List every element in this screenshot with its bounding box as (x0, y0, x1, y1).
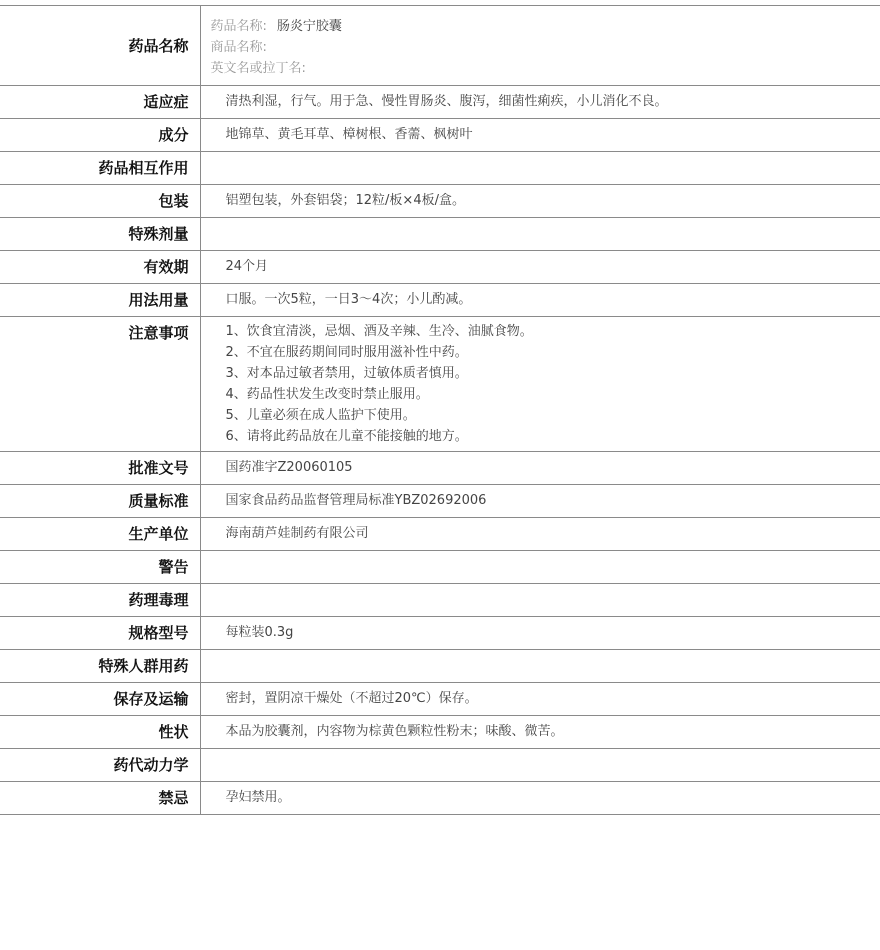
row-label: 批准文号 (0, 452, 200, 485)
row-value: 海南葫芦娃制药有限公司 (200, 518, 880, 551)
table-row (0, 782, 880, 815)
row-value: 密封，置阴凉干燥处（不超过20℃）保存。 (200, 683, 880, 716)
table-row-notes (0, 317, 880, 452)
row-value (200, 551, 880, 584)
table-row (0, 251, 880, 284)
table-row (0, 650, 880, 683)
row-label: 药代动力学 (0, 749, 200, 782)
row-value: 24个月 (200, 251, 880, 284)
row-value: 地锦草、黄毛耳草、樟树根、香薷、枫树叶 (200, 119, 880, 152)
row-value: 本品为胶囊剂，内容物为棕黄色颗粒性粉末；味酸、微苦。 (200, 716, 880, 749)
note-item: 4、药品性状发生改变时禁止服用。 (225, 387, 429, 402)
table-row (0, 551, 880, 584)
name-line: 英文名或拉丁名: (210, 61, 306, 76)
table-row (0, 185, 880, 218)
row-value: 铝塑包装，外套铝袋；12粒/板×4板/盒。 (200, 185, 880, 218)
table-row (0, 749, 880, 782)
row-label: 质量标准 (0, 485, 200, 518)
row-label: 用法用量 (0, 284, 200, 317)
table-row (0, 485, 880, 518)
table-row (0, 218, 880, 251)
table-row (0, 119, 880, 152)
row-label: 注意事项 (0, 317, 200, 452)
row-label: 药品名称 (0, 6, 200, 86)
row-label: 规格型号 (0, 617, 200, 650)
row-label: 有效期 (0, 251, 200, 284)
row-label: 成分 (0, 119, 200, 152)
row-label: 特殊剂量 (0, 218, 200, 251)
note-item: 5、儿童必须在成人监护下使用。 (225, 408, 416, 423)
row-value: 国药准字Z20060105 (200, 452, 880, 485)
name-line: 药品名称: 肠炎宁胶囊 (210, 19, 342, 34)
table-row (0, 584, 880, 617)
table-row (0, 617, 880, 650)
row-label: 禁忌 (0, 782, 200, 815)
row-value: 口服。一次5粒，一日3～4次；小儿酌减。 (200, 284, 880, 317)
table-row (0, 518, 880, 551)
note-item: 2、不宜在服药期间同时服用滋补性中药。 (225, 345, 468, 360)
row-label: 特殊人群用药 (0, 650, 200, 683)
row-label: 药品相互作用 (0, 152, 200, 185)
row-label: 保存及运输 (0, 683, 200, 716)
row-label: 性状 (0, 716, 200, 749)
row-label: 生产单位 (0, 518, 200, 551)
table-row (0, 284, 880, 317)
row-value: 清热利湿，行气。用于急、慢性胃肠炎、腹泻，细菌性痢疾，小儿消化不良。 (200, 86, 880, 119)
drug-spec-table (0, 5, 880, 815)
row-label: 适应症 (0, 86, 200, 119)
table-row (0, 452, 880, 485)
note-item: 3、对本品过敏者禁用，过敏体质者慎用。 (225, 366, 468, 381)
notes-list (200, 317, 880, 452)
row-label: 药理毒理 (0, 584, 200, 617)
name-block (200, 6, 880, 86)
row-label: 包装 (0, 185, 200, 218)
row-value (200, 584, 880, 617)
drug-name-value: 肠炎宁胶囊 (276, 19, 342, 34)
row-value (200, 152, 880, 185)
table-row (0, 683, 880, 716)
row-value: 每粒装0.3g (200, 617, 880, 650)
row-value (200, 218, 880, 251)
table-row-name (0, 6, 880, 86)
note-item: 6、请将此药品放在儿童不能接触的地方。 (225, 429, 468, 444)
row-value: 孕妇禁用。 (200, 782, 880, 815)
row-label: 警告 (0, 551, 200, 584)
row-value (200, 650, 880, 683)
name-line: 商品名称: (210, 40, 267, 55)
table-row (0, 716, 880, 749)
row-value (200, 749, 880, 782)
row-value: 国家食品药品监督管理局标准YBZ02692006 (200, 485, 880, 518)
note-item: 1、饮食宜清淡，忌烟、酒及辛辣、生冷、油腻食物。 (225, 324, 533, 339)
table-row (0, 152, 880, 185)
table-row (0, 86, 880, 119)
